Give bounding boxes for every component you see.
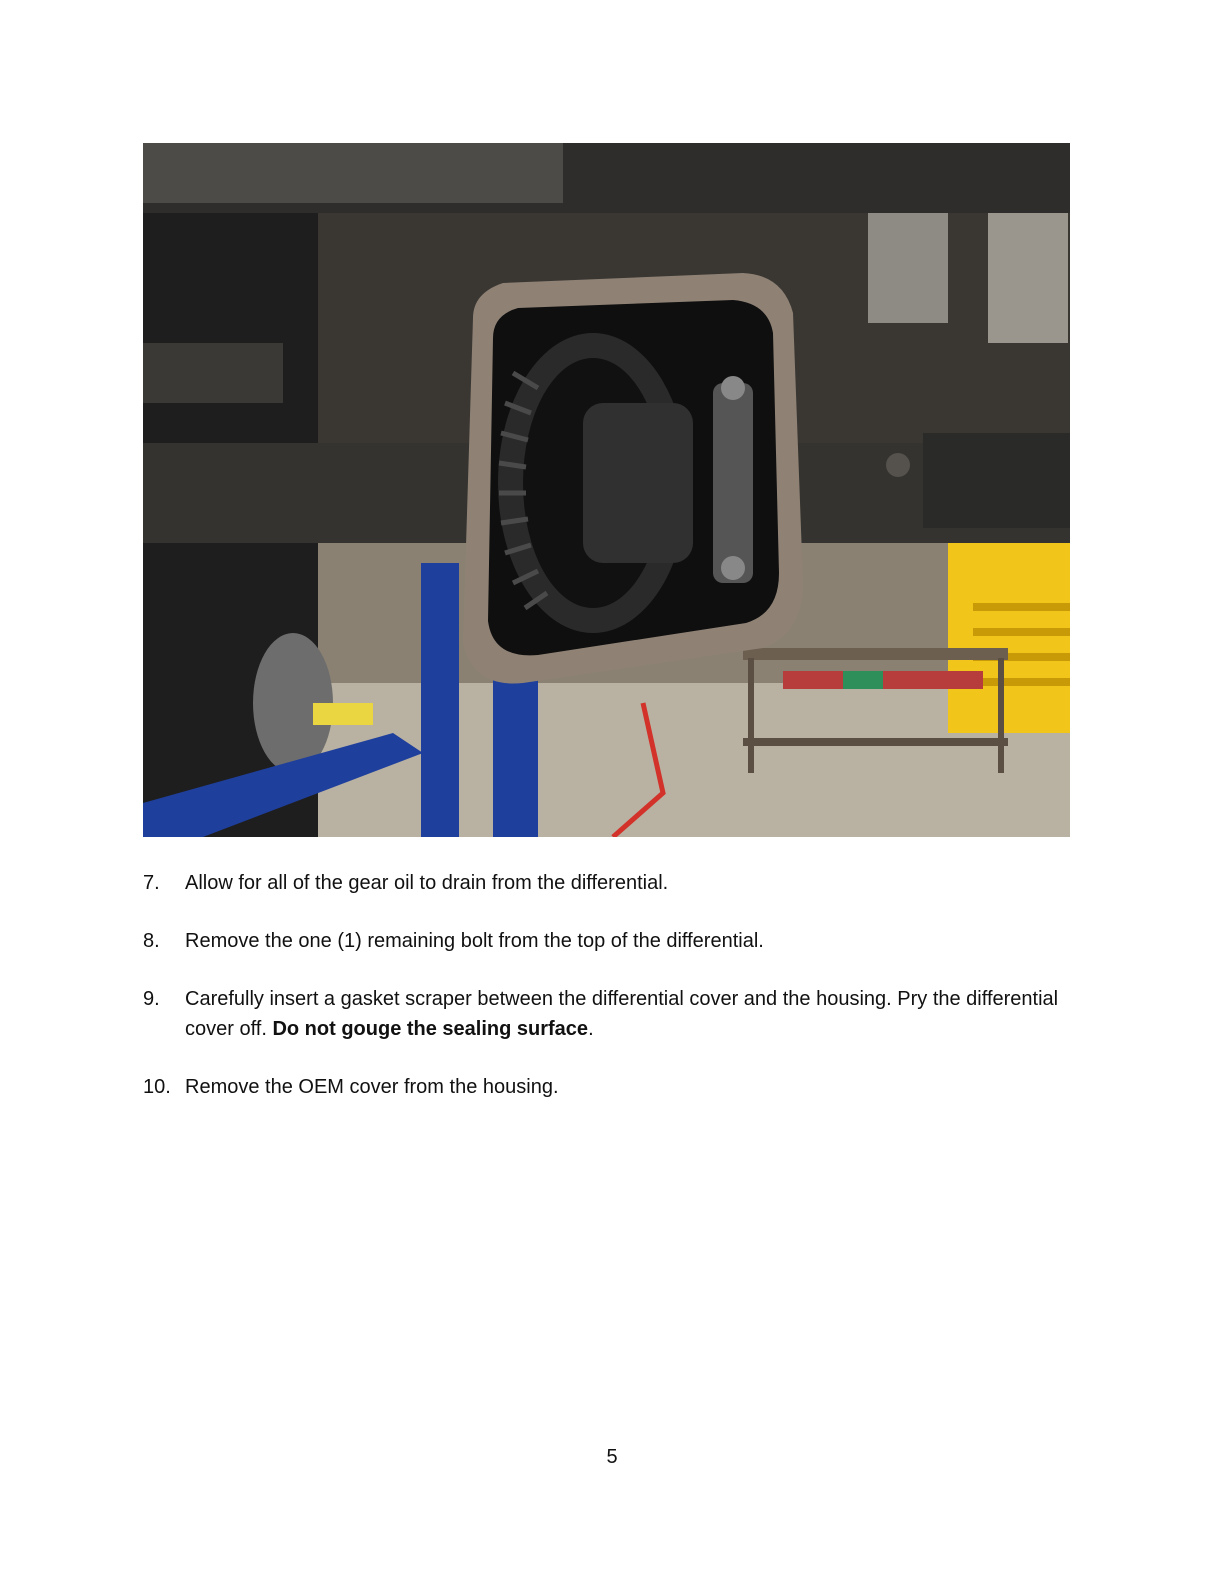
step-number: 9. (143, 988, 160, 1010)
step-warning: Do not gouge the sealing surface (272, 1018, 589, 1040)
list-item (143, 1072, 1070, 1102)
step-text: Remove the OEM cover from the housing. (185, 1076, 559, 1098)
step-text: Remove the one (1) remaining bolt from the top of the differential. (185, 930, 764, 952)
instruction-steps (143, 868, 1070, 1130)
differential-photo (143, 143, 1070, 837)
page-number: 5 (606, 1446, 618, 1468)
list-item (143, 868, 1070, 898)
step-number: 7. (143, 872, 160, 894)
list-item (143, 984, 1070, 1044)
list-item (143, 926, 1070, 956)
step-text: Allow for all of the gear oil to drain from the differential. (185, 872, 669, 894)
step-number: 8. (143, 930, 160, 952)
step-text: Carefully insert a gasket scraper between the differential cover and the housing. Pry the differential cover off. Do not gouge the sealing surface. (185, 988, 1059, 1040)
step-number: 10. (143, 1076, 171, 1098)
